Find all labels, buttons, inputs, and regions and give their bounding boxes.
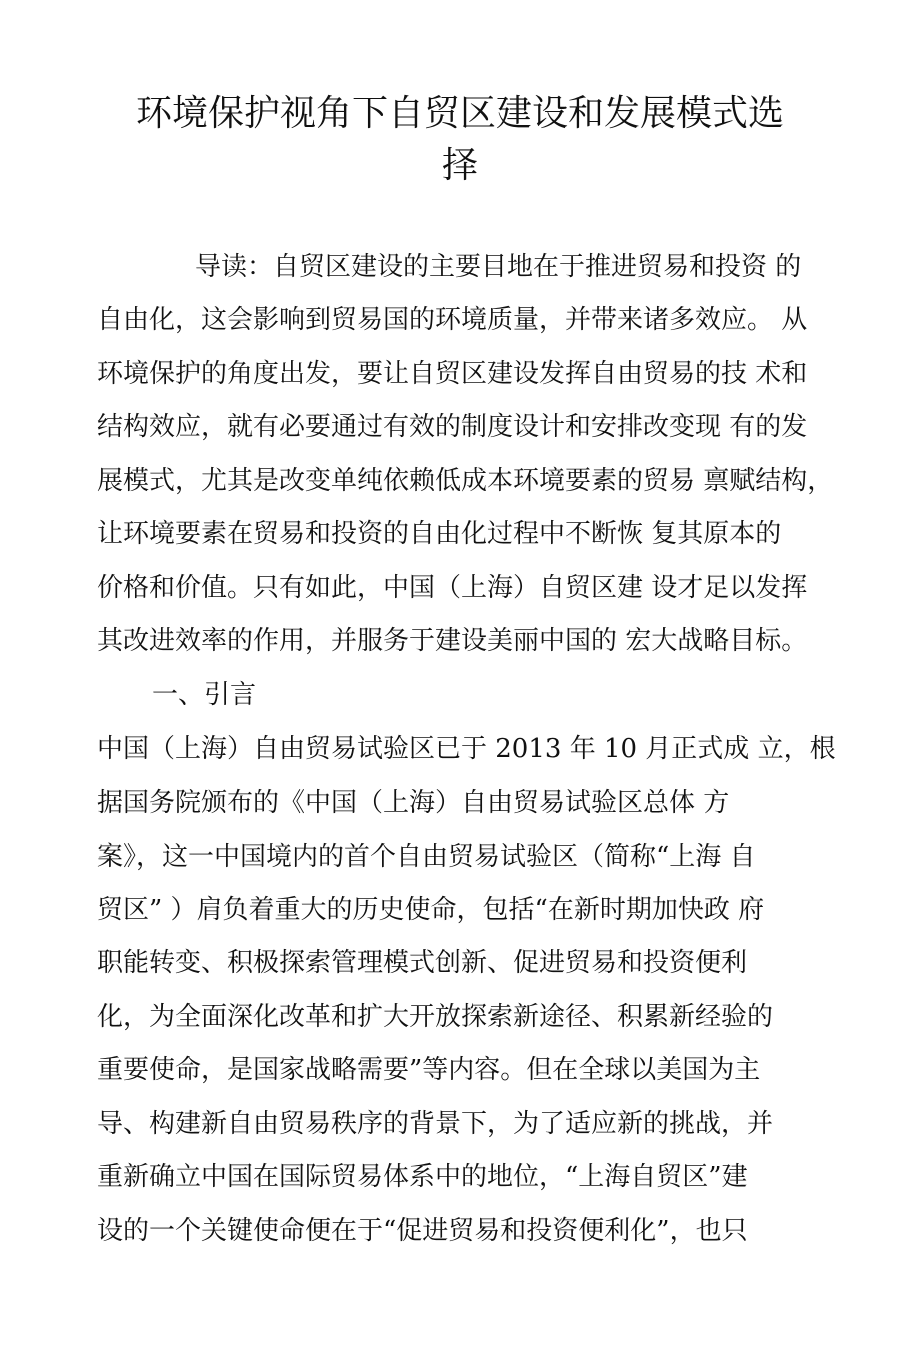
- intro-line: 其改进效率的作用，并服务于建设美丽中国的 宏大战略目标。: [97, 626, 808, 656]
- body-line: 化，为全面深化改革和扩大开放探索新途径、积累新经验的: [97, 1002, 774, 1032]
- body-line: 贸区” ）肩负着重大的历史使命，包括“在新时期加快政 府: [97, 895, 765, 925]
- intro-line: 展模式，尤其是改变单纯依赖低成本环境要素的贸易 禀赋结构，: [97, 466, 834, 496]
- body-line: 重新确立中国在国际贸易体系中的地位，“上海自贸区”建: [97, 1162, 748, 1192]
- body-line: 导、构建新自由贸易秩序的背景下，为了适应新的挑战，并: [97, 1109, 774, 1139]
- body-line: 重要使命，是国家战略需要”等内容。但在全球以美国为主: [97, 1055, 761, 1085]
- section-heading: 一、引言: [152, 680, 257, 710]
- body-line: 中国（上海）自由贸易试验区已于 2013 年 10 月正式成 立，根: [97, 734, 836, 764]
- document-title-line-2: 择: [441, 145, 478, 186]
- intro-line: 价格和价值。只有如此，中国（上海）自贸区建 设才足以发挥: [97, 573, 808, 603]
- body-line: 职能转变、积极探索管理模式创新、促进贸易和投资便利: [97, 948, 748, 978]
- intro-line: 自由化，这会影响到贸易国的环境质量，并带来诸多效应。 从: [97, 305, 808, 335]
- intro-line: 结构效应，就有必要通过有效的制度设计和安排改变现 有的发: [97, 412, 808, 442]
- body-line: 设的一个关键使命便在于“促进贸易和投资便利化”，也只: [97, 1216, 748, 1246]
- intro-line: 让环境要素在贸易和投资的自由化过程中不断恢 复其原本的: [97, 519, 782, 549]
- body-line: 案》，这一中国境内的首个自由贸易试验区（简称“上海 自: [97, 842, 756, 872]
- intro-line: 环境保护的角度出发，要让自贸区建设发挥自由贸易的技 术和: [97, 359, 808, 389]
- document-title-line-1: 环境保护视角下自贸区建设和发展模式选: [135, 93, 784, 134]
- intro-line: 导读：自贸区建设的主要目地在于推进贸易和投资 的: [195, 252, 802, 282]
- body-line: 据国务院颁布的《中国（上海）自由贸易试验区总体 方: [97, 788, 730, 818]
